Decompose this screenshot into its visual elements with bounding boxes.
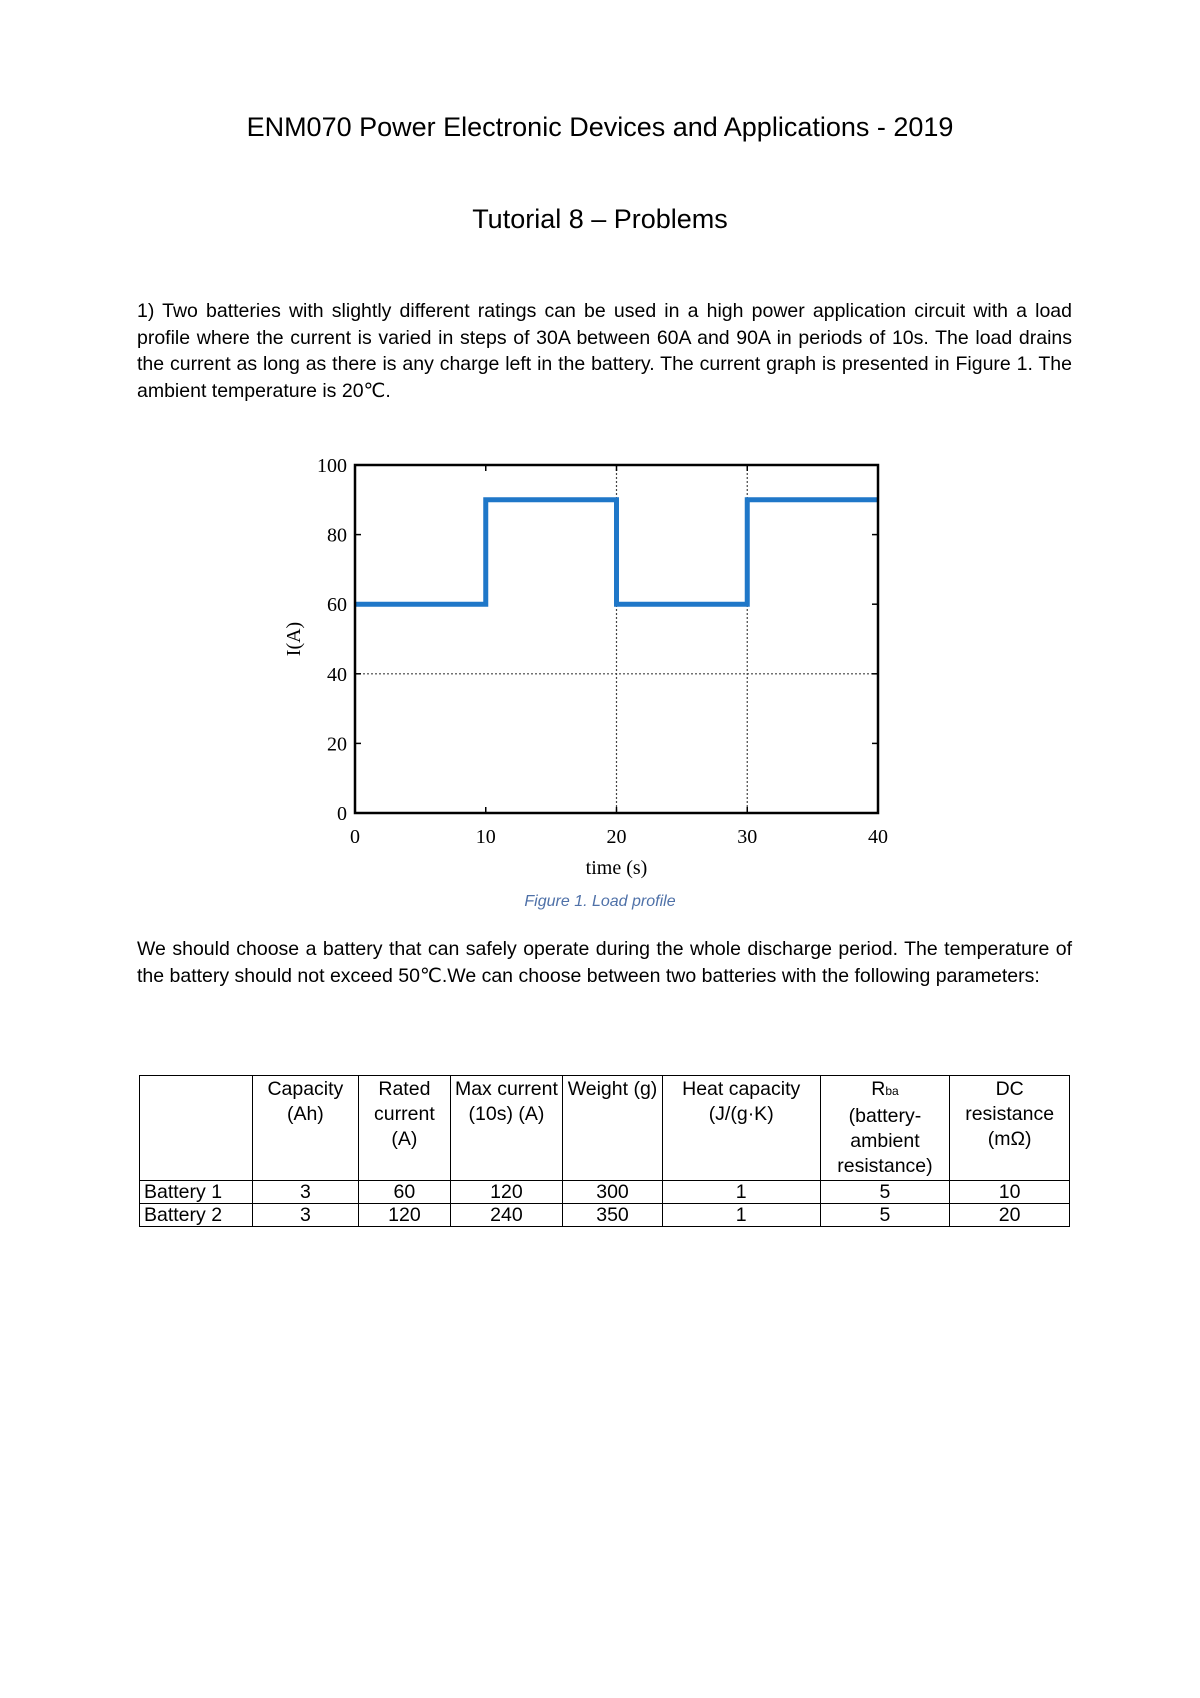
y-tick-label: 60 [327, 594, 347, 617]
load-profile-chart [260, 445, 910, 885]
table-cell: 240 [450, 1204, 563, 1227]
problem-intro-text: 1) Two batteries with slightly different ratings can be used in a high power application circuit with a load profile where the current is varied in steps of 30A between 60A and 90A in periods of 10s. The load drains the current as long as there is any charge left in the battery. The current graph is presented in Figure 1. The ambient temperature is 20℃. [137, 300, 1072, 402]
table-cell: 1 [662, 1204, 820, 1227]
y-tick-label: 80 [327, 524, 347, 547]
table-cell: 5 [820, 1181, 950, 1204]
header-empty [140, 1076, 253, 1181]
table-cell: Battery 1 [140, 1181, 253, 1204]
header-dc-resistance: DC resistance (mΩ) [950, 1076, 1070, 1181]
table-row-battery-2 [140, 1204, 1070, 1227]
header-weight: Weight (g) [563, 1076, 663, 1181]
x-axis-label: time (s) [585, 857, 648, 879]
series-line [355, 500, 878, 604]
table-cell: 300 [563, 1181, 663, 1204]
table-cell: 5 [820, 1204, 950, 1227]
table-cell: 1 [662, 1181, 820, 1204]
y-tick-label: 0 [337, 803, 347, 825]
table-cell: 3 [252, 1181, 359, 1204]
table-cell: 350 [563, 1204, 663, 1227]
y-tick-label: 40 [327, 663, 347, 686]
instructions-text: We should choose a battery that can safely operate during the whole discharge period. The temperature of the battery should not exceed 50℃.We can choose between two batteries with the following parameters: [137, 938, 1072, 987]
table-cell: 10 [950, 1181, 1070, 1204]
table-header-row [140, 1076, 1070, 1181]
battery-parameters-table [139, 1075, 1070, 1227]
header-rba-sub: ba [885, 1084, 899, 1098]
header-rba-rest: (battery-ambient resistance) [837, 1105, 933, 1177]
table-cell: Battery 2 [140, 1204, 253, 1227]
page-subtitle: Tutorial 8 – Problems [472, 204, 728, 234]
table-row-battery-1 [140, 1181, 1070, 1204]
table-cell: 3 [252, 1204, 359, 1227]
x-tick-label: 30 [737, 826, 758, 848]
figure-caption: Figure 1. Load profile [524, 893, 676, 910]
header-heat-capacity: Heat capacity (J/(g·K) [662, 1076, 820, 1181]
header-capacity: Capacity (Ah) [252, 1076, 359, 1181]
table-cell: 60 [359, 1181, 450, 1204]
table-cell: 20 [950, 1204, 1070, 1227]
table-cell: 120 [450, 1181, 563, 1204]
page-title: ENM070 Power Electronic Devices and Applications - 2019 [246, 112, 954, 142]
table-cell: 120 [359, 1204, 450, 1227]
header-rated-current: Rated current (A) [359, 1076, 450, 1181]
header-max-current: Max current (10s) (A) [450, 1076, 563, 1181]
x-tick-label: 10 [475, 826, 496, 848]
x-tick-label: 20 [606, 826, 627, 848]
y-axis-label: I(A) [283, 621, 305, 657]
y-tick-label: 20 [327, 733, 347, 756]
x-tick-label: 0 [350, 826, 360, 848]
x-tick-label: 40 [868, 826, 888, 848]
y-tick-label: 100 [317, 455, 347, 477]
header-rba [820, 1076, 950, 1181]
header-rba-main: R [871, 1078, 886, 1100]
